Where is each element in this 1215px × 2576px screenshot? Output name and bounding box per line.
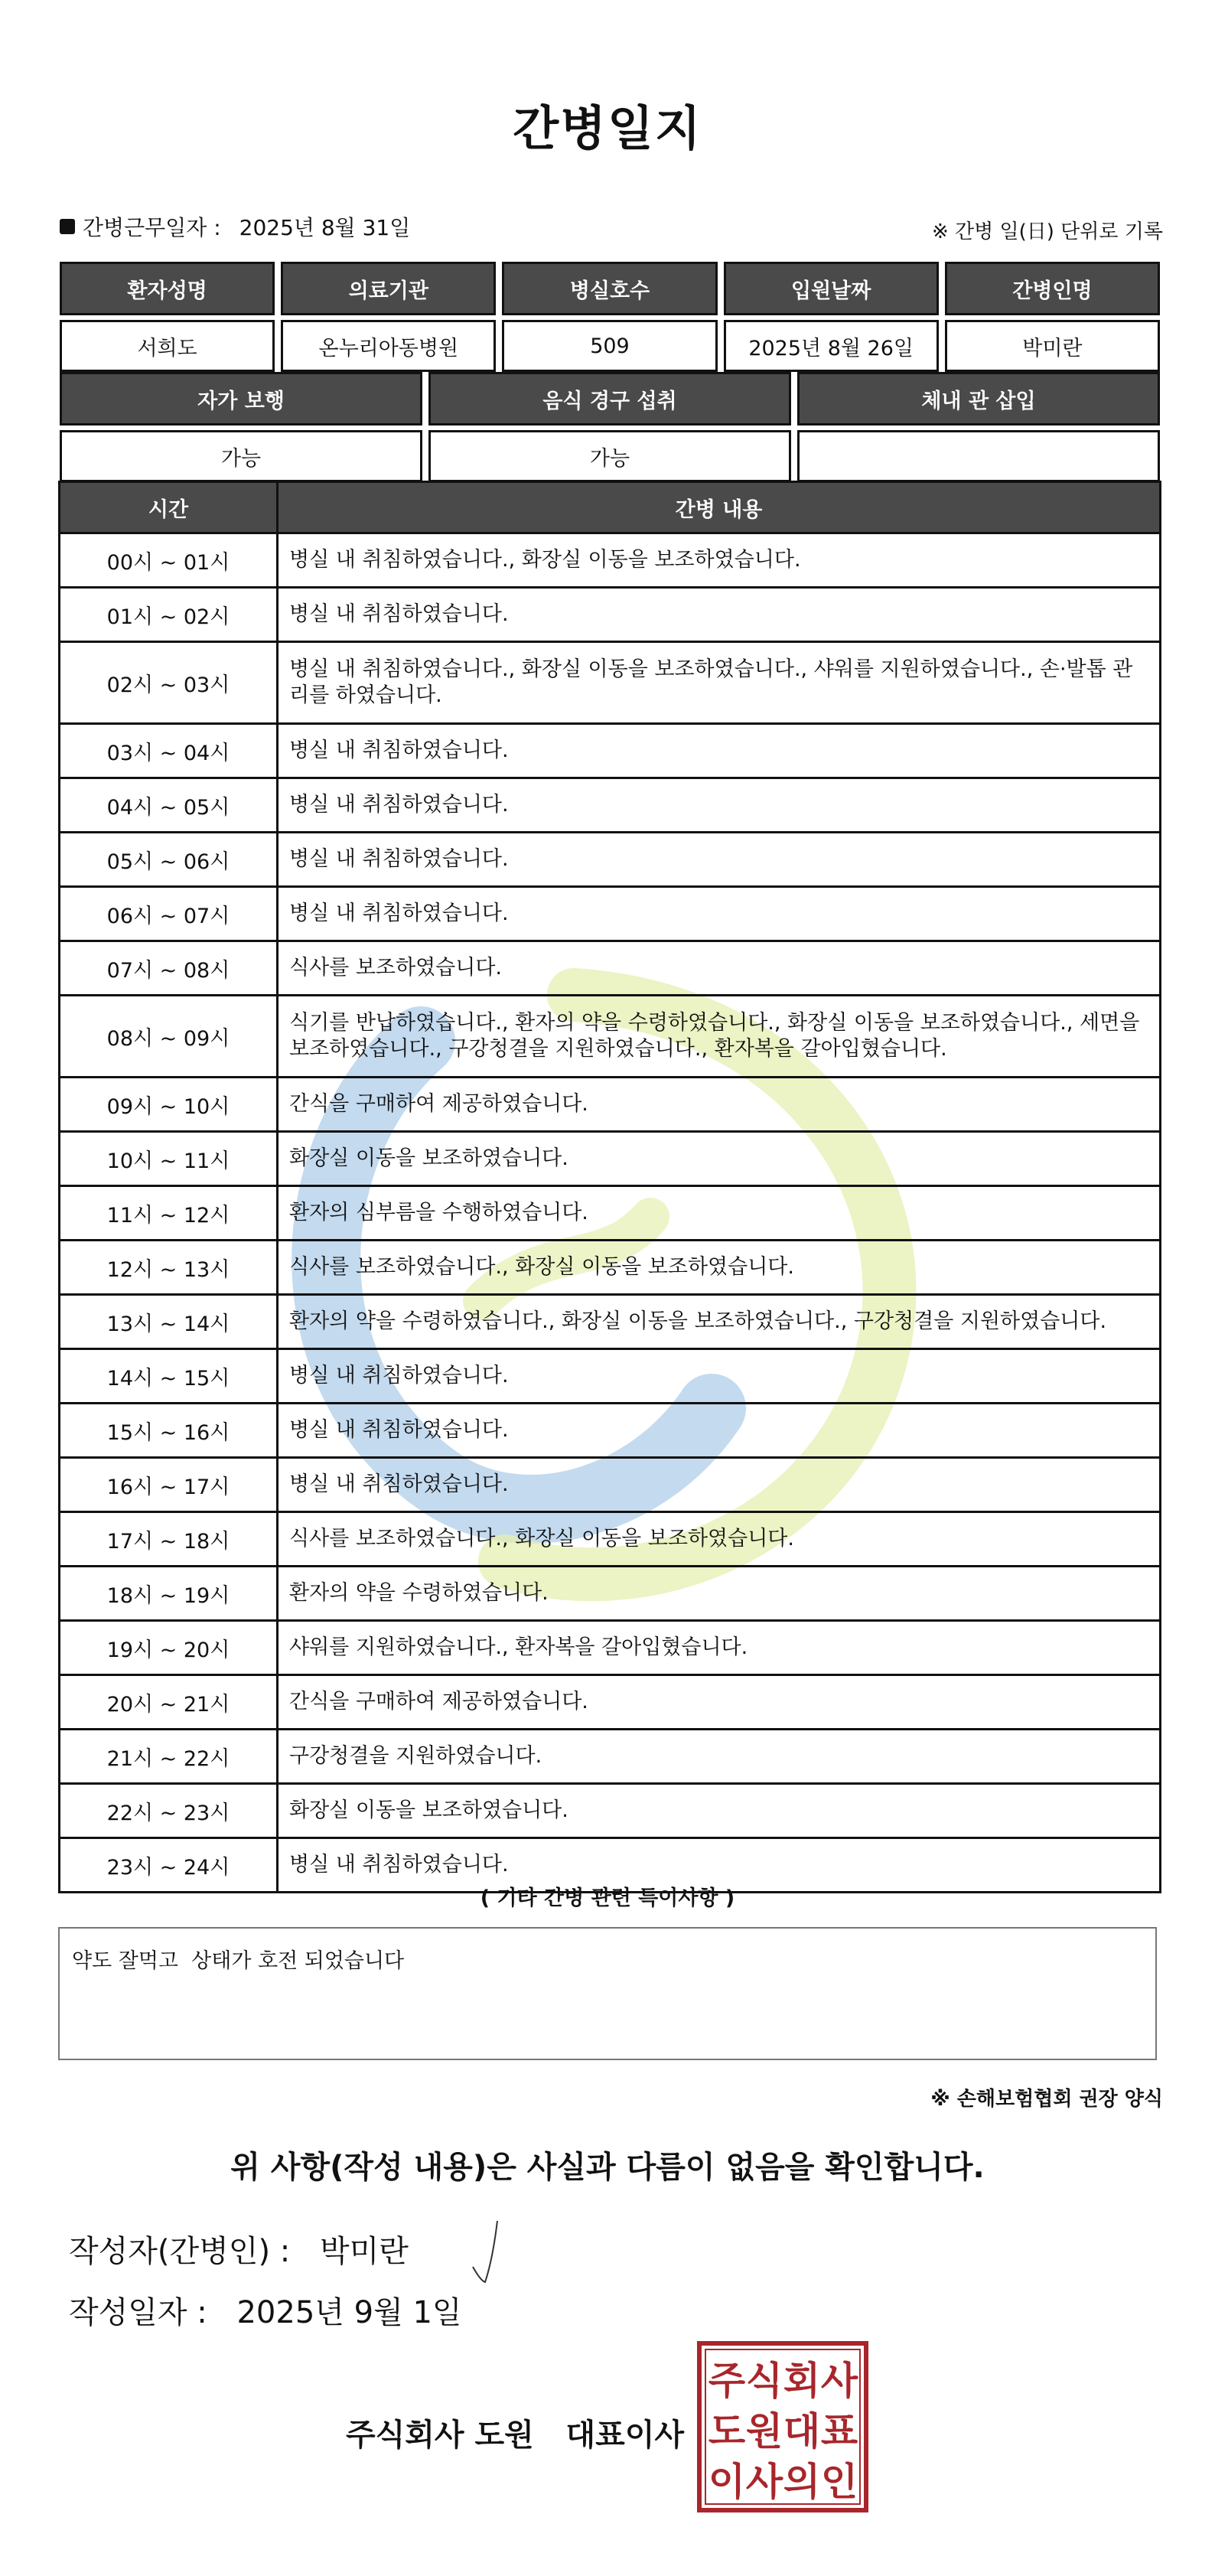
- table-row: [60, 1730, 1161, 1784]
- writer-name: 박미란: [319, 2234, 409, 2269]
- work-date-label: 간병근무일자 :: [83, 215, 221, 240]
- seal-char: 사: [820, 2359, 858, 2403]
- header-care-content: 간병 내용: [278, 482, 1161, 533]
- row-time: 20시 ~ 21시: [60, 1675, 278, 1730]
- unit-note: ※ 간병 일(日) 단위로 기록: [931, 220, 1163, 243]
- table-row: [60, 1078, 1161, 1132]
- row-time: 21시 ~ 22시: [60, 1730, 278, 1784]
- table-row: [60, 1349, 1161, 1404]
- confirm-statement: 위 사항(작성 내용)은 사실과 다름이 없음을 확인합니다.: [230, 2150, 985, 2185]
- table-row: [60, 1132, 1161, 1186]
- row-time: 09시 ~ 10시: [60, 1078, 278, 1132]
- care-log-table: [58, 481, 1161, 1893]
- caregiver-name: 박미란: [945, 320, 1160, 372]
- oral-intake-status: 가능: [428, 430, 791, 482]
- row-time: 13시 ~ 14시: [60, 1295, 278, 1349]
- row-time: 05시 ~ 06시: [60, 833, 278, 887]
- table-row: [60, 588, 1161, 642]
- company-seal: [696, 2340, 869, 2513]
- row-content: 식사를 보조하였습니다., 화장실 이동을 보조하였습니다.: [278, 1512, 1161, 1567]
- table-row: [60, 1458, 1161, 1512]
- row-time: 08시 ~ 09시: [60, 996, 278, 1078]
- row-content: 병실 내 취침하였습니다.: [278, 1349, 1161, 1404]
- work-date-value: 2025년 8월 31일: [239, 215, 411, 240]
- row-content: 병실 내 취침하였습니다.: [278, 778, 1161, 833]
- table-row: [60, 642, 1161, 724]
- row-content: 화장실 이동을 보조하였습니다.: [278, 1784, 1161, 1838]
- header-time: 시간: [60, 482, 278, 533]
- row-content: 식사를 보조하였습니다.: [278, 941, 1161, 996]
- table-row: [60, 833, 1161, 887]
- writer-line: [69, 2227, 409, 2271]
- row-content: 식사를 보조하였습니다., 화장실 이동을 보조하였습니다.: [278, 1241, 1161, 1295]
- row-time: 01시 ~ 02시: [60, 588, 278, 642]
- row-content: 환자의 약을 수령하였습니다., 화장실 이동을 보조하였습니다., 구강청결을 지원하였습니다.: [278, 1295, 1161, 1349]
- table-row: [60, 533, 1161, 588]
- row-time: 03시 ~ 04시: [60, 724, 278, 778]
- row-content: 간식을 구매하여 제공하였습니다.: [278, 1675, 1161, 1730]
- date-label: 작성일자 :: [69, 2295, 207, 2330]
- row-content: 화장실 이동을 보조하였습니다.: [278, 1132, 1161, 1186]
- patient-table: [54, 257, 1166, 377]
- row-content: 환자의 약을 수령하였습니다.: [278, 1567, 1161, 1621]
- row-time: 04시 ~ 05시: [60, 778, 278, 833]
- header-hospital: 의료기관: [281, 262, 496, 315]
- table-row: [60, 941, 1161, 996]
- seal-char: 대: [783, 2409, 821, 2454]
- header-oral-intake: 음식 경구 섭취: [428, 372, 791, 426]
- row-content: 구강청결을 지원하였습니다.: [278, 1730, 1161, 1784]
- form-note: ※ 손해보험협회 권장 양식: [930, 2088, 1163, 2111]
- row-content: 병실 내 취침하였습니다.: [278, 1458, 1161, 1512]
- status-table: [54, 367, 1166, 487]
- row-time: 11시 ~ 12시: [60, 1186, 278, 1241]
- seal-char: 회: [783, 2359, 821, 2403]
- row-content: 병실 내 취침하였습니다.: [278, 833, 1161, 887]
- table-row: [60, 724, 1161, 778]
- table-row: [60, 1784, 1161, 1838]
- row-time: 10시 ~ 11시: [60, 1132, 278, 1186]
- row-time: 19시 ~ 20시: [60, 1621, 278, 1675]
- seal-char: 식: [745, 2359, 783, 2403]
- seal-char: 원: [745, 2409, 783, 2454]
- header-room: 병실호수: [502, 262, 717, 315]
- company-signature: 주식회사 도원 대표이사: [346, 2418, 685, 2453]
- header-patient-name: 환자성명: [60, 262, 275, 315]
- row-time: 22시 ~ 23시: [60, 1784, 278, 1838]
- row-content: 병실 내 취침하였습니다.: [278, 887, 1161, 941]
- table-row: [60, 1512, 1161, 1567]
- row-content: 병실 내 취침하였습니다., 화장실 이동을 보조하였습니다., 샤워를 지원하였습니다., 손·발톱 관리를 하였습니다.: [278, 642, 1161, 724]
- work-date: [60, 211, 410, 242]
- hospital-name: 온누리아동병원: [281, 320, 496, 372]
- row-time: 18시 ~ 19시: [60, 1567, 278, 1621]
- patient-name: 서희도: [60, 320, 275, 372]
- writer-label: 작성자(간병인) :: [69, 2234, 291, 2269]
- seal-char: 의: [783, 2460, 821, 2504]
- row-content: 샤워를 지원하였습니다., 환자복을 갈아입혔습니다.: [278, 1621, 1161, 1675]
- bullet-icon: [60, 219, 75, 234]
- row-content: 병실 내 취침하였습니다.: [278, 588, 1161, 642]
- admission-date: 2025년 8월 26일: [724, 320, 939, 372]
- seal-char: 인: [820, 2460, 858, 2504]
- row-content: 병실 내 취침하였습니다.: [278, 1838, 1161, 1893]
- date-value: 2025년 9월 1일: [236, 2295, 462, 2330]
- header-admission-date: 입원날짜: [724, 262, 939, 315]
- seal-char: 주: [708, 2359, 746, 2403]
- row-time: 02시 ~ 03시: [60, 642, 278, 724]
- room-number: 509: [502, 320, 717, 372]
- header-caregiver: 간병인명: [945, 262, 1160, 315]
- table-row: [60, 1241, 1161, 1295]
- row-time: 07시 ~ 08시: [60, 941, 278, 996]
- table-row: [60, 1295, 1161, 1349]
- notes-title: ( 기타 간병 관련 특이사항 ): [480, 1886, 735, 1910]
- seal-char: 이: [708, 2460, 746, 2504]
- row-time: 17시 ~ 18시: [60, 1512, 278, 1567]
- table-row: [60, 1186, 1161, 1241]
- row-time: 12시 ~ 13시: [60, 1241, 278, 1295]
- row-content: 환자의 심부름을 수행하였습니다.: [278, 1186, 1161, 1241]
- page-title: 간병일지: [513, 100, 702, 156]
- seal-char: 표: [820, 2409, 858, 2454]
- row-content: 병실 내 취침하였습니다.: [278, 724, 1161, 778]
- row-content: 간식을 구매하여 제공하였습니다.: [278, 1078, 1161, 1132]
- seal-char: 도: [708, 2409, 746, 2454]
- notes-box: [58, 1927, 1157, 2060]
- row-content: 병실 내 취침하였습니다., 화장실 이동을 보조하였습니다.: [278, 533, 1161, 588]
- row-time: 16시 ~ 17시: [60, 1458, 278, 1512]
- row-time: 14시 ~ 15시: [60, 1349, 278, 1404]
- row-time: 00시 ~ 01시: [60, 533, 278, 588]
- table-row: [60, 887, 1161, 941]
- signature-mark: [467, 2213, 513, 2290]
- row-content: 식기를 반납하였습니다., 환자의 약을 수령하였습니다., 화장실 이동을 보조하였습니다., 세면을 보조하였습니다., 구강청결을 지원하였습니다., 환자복을 갈아입혔습니다.: [278, 996, 1161, 1078]
- row-time: 06시 ~ 07시: [60, 887, 278, 941]
- notes-text: 약도 잘먹고 상태가 호전 되었습니다: [72, 1949, 405, 1973]
- table-row: [60, 996, 1161, 1078]
- table-row: [60, 1404, 1161, 1458]
- walking-status: 가능: [60, 430, 422, 482]
- header-walking: 자가 보행: [60, 372, 422, 426]
- row-time: 15시 ~ 16시: [60, 1404, 278, 1458]
- tube-status: [797, 430, 1160, 482]
- table-row: [60, 1621, 1161, 1675]
- seal-char: 사: [745, 2460, 783, 2504]
- row-time: 23시 ~ 24시: [60, 1838, 278, 1893]
- table-row: [60, 1675, 1161, 1730]
- header-tube: 체내 관 삽입: [797, 372, 1160, 426]
- table-row: [60, 1567, 1161, 1621]
- table-row: [60, 778, 1161, 833]
- row-content: 병실 내 취침하였습니다.: [278, 1404, 1161, 1458]
- date-line: [69, 2288, 462, 2332]
